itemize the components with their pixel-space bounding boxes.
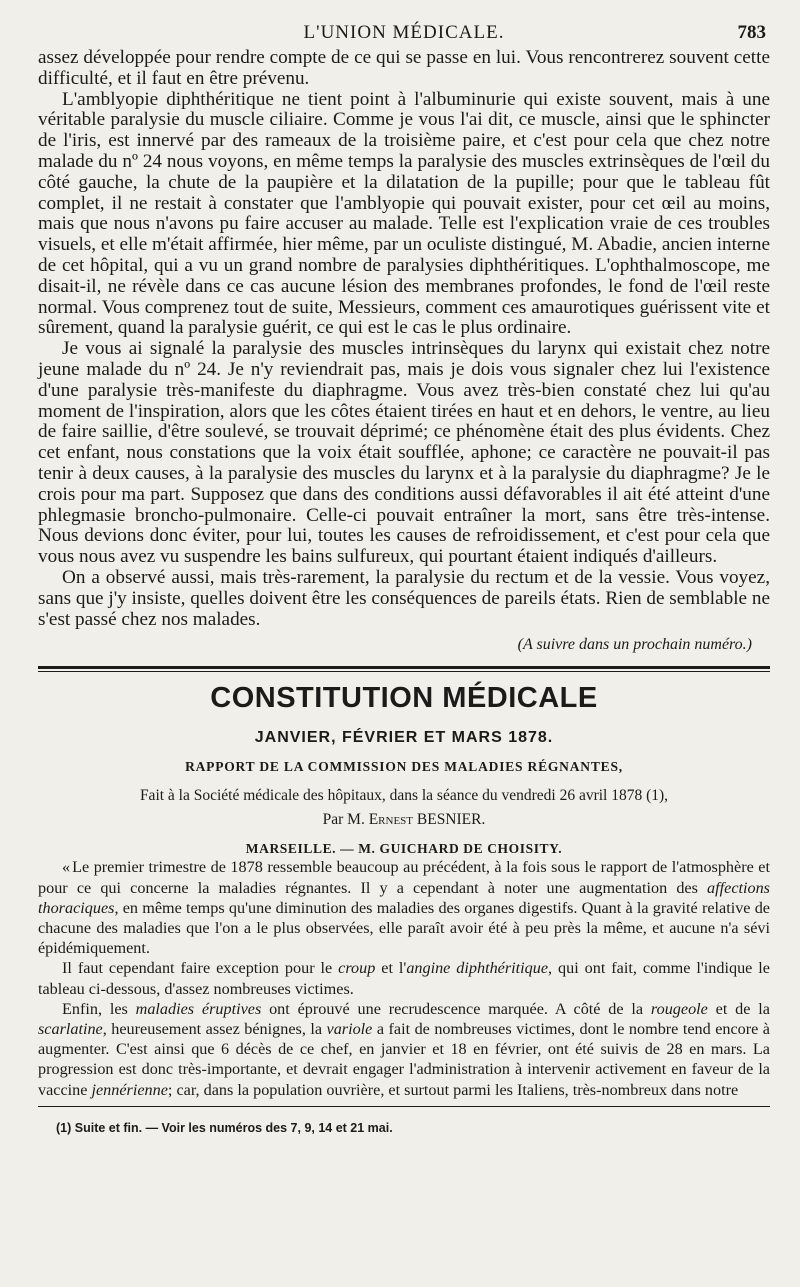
emphasis-text: scarlatine [38, 1019, 103, 1038]
text-run: , qui ont fait, comme l'indique le tableau ci-dessous, d'assez nombreuses victimes. [38, 959, 770, 998]
text-run: , en même temps qu'une diminution des maladies des organes digestifs. Quant à la gravité relative de chacune des maladies que l'on a le plus observées, elle paraît avoir été à peu près la même, et aucune n'a sévi épidémiquement. [38, 898, 770, 958]
text-run: Le premier trimestre de 1878 ressemble beaucoup au précédent, à la fois sous le rapport de l'atmosphère et pour ce qui concerne la maladies régnantes. Il y a cependant à noter une augmentation des [38, 858, 770, 897]
text-run: Enfin, les [62, 999, 136, 1018]
report-presented-line: Fait à la Société médicale des hôpitaux, dans la séance du vendredi 26 avril 1878 (1), [139, 787, 669, 805]
section-divider [38, 666, 770, 672]
author-prefix: Par M. [322, 811, 365, 829]
emphasis-text: affections thoraciques [38, 878, 770, 917]
emphasis-text: variole [326, 1019, 373, 1038]
page-number: 783 [737, 22, 766, 43]
section-title: CONSTITUTION MÉDICALE [210, 682, 598, 715]
body-paragraph: On a observé aussi, mais très-rarement, la paralysie du rectum et de la vessie. Vous voyez, sans que j'y insiste, quelles doivent être les conséquences de pareils états. Rien de semblable ne s'est passé chez nos malades. [38, 566, 770, 630]
body-paragraph: Je vous ai signalé la paralysie des muscles intrinsèques du larynx qui existait chez notre jeune malade du nº 24. Je n'y reviendrait pas, mais je dois vous signaler chez lui l'existence d'une paralysie très-manifeste du diaphragme. Vous avez très-bien constaté chez lui qu'au moment de l'inspiration, alors que les côtes étaient tirées en haut et en dehors, le ventre, au lieu de faire saillie, d'être soulevé, se trouvait déprimé; ce phénomène était des plus évidents. Chez cet enfant, nous constations que la voix était soufflée, aphone; ce caractère ne pouvait-il pas tenir à deux causes, à la paralysie des muscles du larynx et à la paralysie du diaphragme? Je le crois pour ma part. Supposez que dans des conditions aussi défavorables il ait été atteint d'une phlegmasie broncho-pulmonaire. Celle-ci pouvait entraîner la mort, sans être très-intense. Nous devions donc éviter, pour lui, toutes les causes de refroidissement, et c'est pour cela que vous nous avez vu suspendre les bains sulfureux, qui pourtant étaient indiqués d'ailleurs. [38, 338, 770, 568]
opening-quote: « [62, 858, 71, 877]
section-period: JANVIER, FÉVRIER ET MARS 1878. [254, 729, 554, 747]
city-heading: MARSEILLE. — M. GUICHARD DE CHOISITY. [245, 841, 563, 857]
report-body [38, 857, 770, 1099]
footnote: (1) Suite et fin. — Voir les numéros des 7, 9, 14 et 21 mai. [56, 1120, 393, 1135]
report-paragraph [38, 999, 770, 1100]
body-paragraph: L'amblyopie diphthéritique ne tient point à l'albuminurie qui existe souvent, mais à une véritable paralysie du muscle ciliaire. Comme je vous l'ai dit, ce muscle, ainsi que le sphincter de l'iris, est innervé par des rameaux de la troisième paire, et c'est pour cela que chez notre malade du nº 24 nous voyons, en même temps la paralysie des muscles extrinsèques de l'œil du côté gauche, la chute de la paupière et la dilatation de la pupille; pour que le tableau fût complet, il ne restait à constater que l'amblyopie qui pouvait exister, pour cet œil au moins, mais que nous n'avons pu faire accuser au malade. Telle est l'explication vraie de ces troubles visuels, et elle m'était affirmée, hier même, par un oculiste distingué, M. Abadie, ancien interne de cet hôpital, qui a vu un grand nombre de paralysies diphthéritiques. L'ophthalmoscope, me disait-il, ne révèle dans ce cas aucune lésion des membranes profondes, le fond de l'œil reste normal. Vous comprenez tout de suite, Messieurs, comment ces amaurotiques guérissent vite et sûrement, quand la paralysie guérit, ce qui est le cas le plus ordinaire. [38, 88, 770, 339]
text-run: Il faut cependant faire exception pour le [62, 959, 339, 978]
emphasis-text: rougeole [650, 999, 708, 1018]
running-head [38, 18, 770, 48]
emphasis-text: angine diphthéritique [406, 959, 549, 978]
emphasis-text: maladies éruptives [135, 999, 262, 1018]
emphasis-text: croup [338, 959, 376, 978]
running-title: L'UNION MÉDICALE. [303, 22, 505, 43]
report-paragraph [38, 958, 770, 998]
body-paragraph: assez développée pour rendre compte de ce qui se passe en lui. Vous rencontrerez souvent cette difficulté, et il faut en être prévenu. [38, 47, 770, 89]
to-be-continued-note: (A suivre dans un prochain numéro.) [517, 636, 752, 654]
text-run: , heureusement assez bénignes, la [102, 1019, 327, 1038]
author-name: Ernest BESNIER. [368, 811, 486, 829]
text-run: ont éprouvé une recrudescence marquée. A côté de la [261, 999, 651, 1018]
article-body [38, 48, 770, 654]
report-title: RAPPORT DE LA COMMISSION DES MALADIES RÉGNANTES, [185, 759, 623, 775]
report-author [38, 811, 770, 829]
text-run: et l' [375, 959, 407, 978]
text-run: et de la [707, 999, 770, 1018]
text-run: ; car, dans la population ouvrière, et surtout parmi les Italiens, très-nombreux dans notre [167, 1080, 739, 1099]
emphasis-text: jennérienne [91, 1080, 168, 1099]
report-paragraph [38, 857, 770, 958]
text-run: a fait de nombreuses victimes, dont le nombre tend encore à augmenter. C'est ainsi que 6 décès de ce chef, en janvier et 18 en février, ont été suivis de 28 en mars. La progression est donc très-importante, et devrait engager l'administration à intervenir activement en faveur de la vaccine [38, 1019, 770, 1099]
footnote-rule [38, 1106, 770, 1107]
